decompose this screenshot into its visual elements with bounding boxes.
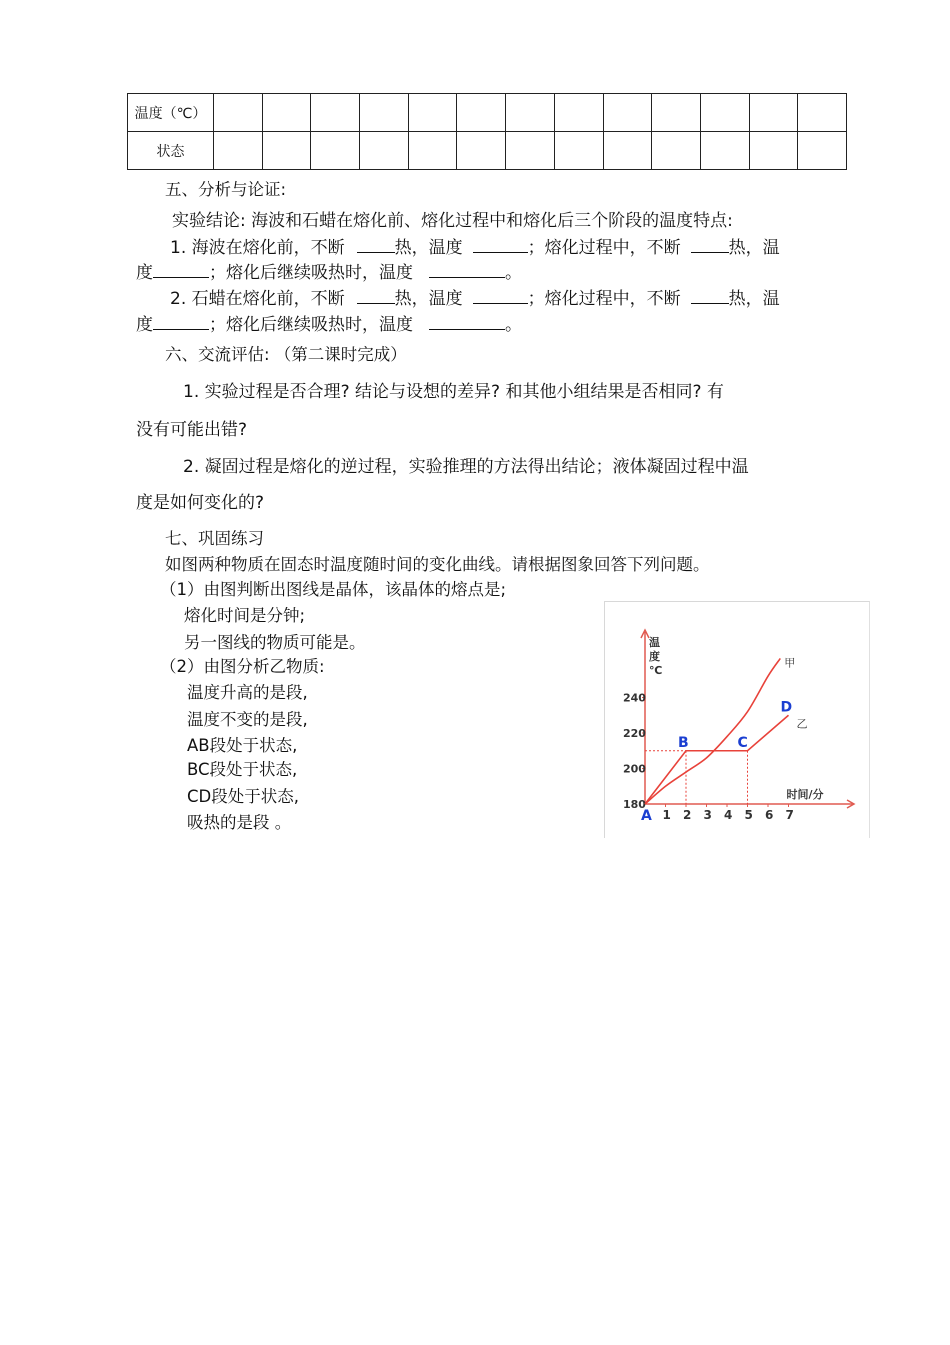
x-tick-label: 5 — [744, 808, 753, 822]
blank — [357, 236, 395, 253]
table-cell — [506, 132, 555, 170]
table-cell — [554, 94, 603, 132]
blank — [357, 287, 395, 304]
point-label: C — [737, 734, 748, 751]
table-cell — [700, 94, 749, 132]
table-cell — [603, 132, 652, 170]
question2-constant: 温度不变的是段, — [187, 710, 308, 729]
item1-text-e: 度 — [136, 263, 153, 283]
x-tick-label: 7 — [785, 808, 794, 822]
item2-text-f: ；熔化后继续吸热时，温度 — [209, 315, 413, 335]
item2-text-d: 热，温 — [728, 289, 780, 309]
table-cell — [408, 94, 457, 132]
x-tick-label: 1 — [662, 808, 671, 822]
temperature-row — [128, 94, 847, 132]
series-label: 乙 — [796, 717, 808, 731]
table-cell — [457, 94, 506, 132]
x-tick-label: 2 — [683, 808, 692, 822]
table-cell — [554, 132, 603, 170]
x-tick-label: 6 — [765, 808, 774, 822]
item1-text-g: 。 — [505, 263, 522, 283]
item2-text-c: ；熔化过程中，不断 — [527, 289, 681, 309]
series-line-乙 — [645, 715, 789, 804]
table-cell — [311, 94, 360, 132]
section6-q2-line2: 度是如何变化的? — [136, 493, 265, 513]
table-cell — [360, 94, 409, 132]
table-cell — [506, 94, 555, 132]
temperature-time-chart — [604, 601, 870, 838]
point-label: D — [780, 699, 793, 716]
question2-bc-state: BC段处于状态, — [187, 760, 298, 779]
section5-item1-line1 — [170, 236, 780, 259]
blank — [691, 236, 729, 253]
table-cell — [360, 132, 409, 170]
section5-item2-line1 — [170, 287, 780, 310]
series-line-甲 — [645, 658, 780, 804]
section5-heading: 五、分析与论证: — [165, 180, 287, 199]
blank — [153, 313, 209, 330]
section5-conclusion: 实验结论: 海波和石蜡在熔化前、熔化过程中和熔化后三个阶段的温度特点: — [172, 211, 733, 231]
blank — [429, 313, 505, 330]
section6-q1-line2: 没有可能出错? — [136, 420, 248, 440]
question1-melting-time: 熔化时间是分钟; — [184, 606, 306, 625]
table-cell — [214, 132, 263, 170]
item1-text-a: 1. 海波在熔化前，不断 — [170, 238, 345, 258]
table-cell — [408, 132, 457, 170]
question2: （2）由图分析乙物质: — [160, 657, 325, 676]
item1-text-b: 热，温度 — [394, 238, 463, 258]
section6-heading: 六、交流评估: （第二课时完成） — [165, 345, 407, 364]
blank — [153, 261, 209, 278]
y-tick-label: 180 — [623, 798, 646, 811]
blank — [691, 287, 729, 304]
x-axis-label: 时间/分 — [786, 788, 824, 801]
chart-svg — [605, 602, 869, 838]
table-cell — [603, 94, 652, 132]
question2-rising: 温度升高的是段, — [187, 683, 308, 702]
y-axis-label: 度 — [649, 650, 660, 663]
table-cell — [798, 94, 847, 132]
section6-q2-line1: 2. 凝固过程是熔化的逆过程，实验推理的方法得出结论；液体凝固过程中温 — [183, 457, 749, 477]
table-cell — [214, 94, 263, 132]
item1-text-f: ；熔化后继续吸热时，温度 — [209, 263, 413, 283]
table-cell — [262, 94, 311, 132]
point-label: B — [678, 734, 689, 751]
question2-heat-absorb: 吸热的是段 。 — [187, 813, 292, 832]
y-axis-label: 温 — [649, 636, 660, 649]
item1-text-c: ；熔化过程中，不断 — [527, 238, 681, 258]
x-tick-label: 4 — [724, 808, 733, 822]
section7-intro: 如图两种物质在固态时温度随时间的变化曲线。请根据图象回答下列问题。 — [165, 555, 710, 574]
item2-text-a: 2. 石蜡在熔化前，不断 — [170, 289, 345, 309]
table-cell — [749, 94, 798, 132]
blank — [473, 236, 528, 253]
y-tick-label: 220 — [623, 727, 646, 740]
question2-ab-state: AB段处于状态, — [187, 736, 298, 755]
y-axis-label: ℃ — [649, 664, 663, 677]
section6-q1-line1: 1. 实验过程是否合理? 结论与设想的差异? 和其他小组结果是否相同? 有 — [183, 382, 724, 402]
blank — [473, 287, 528, 304]
table-cell — [749, 132, 798, 170]
section7-heading: 七、巩固练习 — [165, 529, 264, 548]
item1-text-d: 热，温 — [728, 238, 780, 258]
x-tick-label: 3 — [703, 808, 712, 822]
item2-text-b: 热，温度 — [394, 289, 463, 309]
section5-item1-line2 — [136, 261, 522, 284]
question1: （1）由图判断出图线是晶体，该晶体的熔点是; — [160, 580, 507, 599]
point-label: A — [641, 808, 652, 824]
state-label: 状态 — [128, 132, 214, 170]
item2-text-g: 。 — [505, 315, 522, 335]
question2-cd-state: CD段处于状态, — [187, 787, 299, 806]
question1-other-substance: 另一图线的物质可能是。 — [184, 633, 366, 652]
y-tick-label: 240 — [623, 691, 646, 705]
table-cell — [457, 132, 506, 170]
blank — [429, 261, 505, 278]
record-table — [127, 93, 847, 170]
table-cell — [652, 94, 701, 132]
item2-text-e: 度 — [136, 315, 153, 335]
table-cell — [798, 132, 847, 170]
table-cell — [652, 132, 701, 170]
section5-item2-line2 — [136, 313, 522, 336]
series-label: 甲 — [784, 656, 796, 670]
table-cell — [262, 132, 311, 170]
temperature-label: 温度（℃） — [128, 94, 214, 132]
y-tick-label: 200 — [623, 762, 646, 776]
table-cell — [311, 132, 360, 170]
table-cell — [700, 132, 749, 170]
state-row — [128, 132, 847, 170]
